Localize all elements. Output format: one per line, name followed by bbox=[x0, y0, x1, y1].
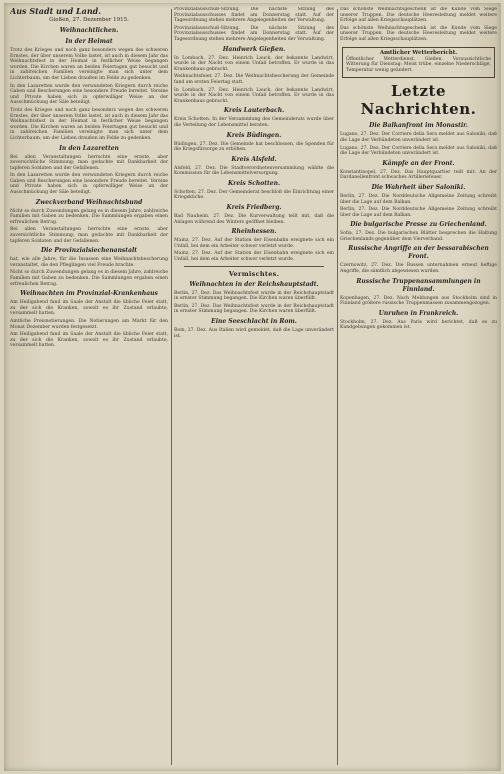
article-paragraph: Berlin, 27. Dez. Das Weihnachtsfest wurde in der Reichshauptstadt in ernster Stimmung begangen. Die Kirchen waren überfüllt. bbox=[174, 303, 334, 315]
article-heading: Kämpfe an der Front. bbox=[382, 159, 455, 167]
article-paragraph: Am Heiligabend fand im Saale der Anstalt die übliche Feier statt, zu der sich die Kranken, soweit es ihr Zustand erlaubte, versammelt hatten. bbox=[10, 332, 168, 349]
article-paragraph: Stockholm, 27. Dez. Aus Paris wird berichtet, daß es zu Kundgebungen gekommen ist. bbox=[340, 319, 497, 331]
article-paragraph: Berlin, 27. Dez. Die Norddeutsche Allgemeine Zeitung schreibt über die Lage auf dem Balkan. bbox=[340, 193, 497, 205]
article-paragraph: Bad Nauheim, 27. Dez. Die Kurverwaltung teilt mit, daß die Anlagen während des Winters geöffnet bleiben. bbox=[174, 214, 334, 225]
article-subheading: In der Heimat bbox=[65, 38, 113, 45]
article-heading: Handwerk Gießen. bbox=[222, 45, 286, 53]
article-heading: Die Balkanfront im Monastir. bbox=[369, 122, 468, 130]
article-paragraph: In Lombach, 27. Dez. Heinrich Lauck, der bekannte Landwirt, wurde in der Nacht von einem Unfall betroffen. Er wurde in das Krankenhaus gebracht. bbox=[174, 55, 334, 72]
article-paragraph: Bei allen Veranstaltungen herrschte eine ernste, aber zuversichtliche Stimmung; man gedachte mit Dankbarkeit der tapferen Soldaten und der Gefallenen. bbox=[10, 154, 168, 171]
article-paragraph: Weihnachtsfeier, 27. Dez. Die Weihnachtsbescherung der Gemeinde fand am ersten Feiertag statt. bbox=[174, 74, 334, 85]
article-heading: Russische Truppenansammlungen in Finnland. bbox=[356, 277, 481, 293]
article-subheading: Die Provinzialsiechenanstalt bbox=[40, 247, 138, 255]
section-heading: Vermischtes. bbox=[228, 269, 280, 278]
article-paragraph: hat, wie alle Jahre, für die Insassen eine Weihnachtsbescherung veranstaltet, die den Pfleglingen viel Freude brachte. bbox=[10, 257, 168, 268]
column-left bbox=[10, 7, 168, 767]
column-rule bbox=[337, 9, 338, 765]
article-paragraph: Lugano, 27. Dez. Der Corriere della Sera meldet aus Saloniki, daß die Lage der Verbündeten unverändert ist. bbox=[340, 145, 497, 157]
article-heading: Kreis Alsfeld. bbox=[231, 155, 277, 163]
article-subheading: In den Lazaretten bbox=[59, 144, 119, 152]
article-paragraph: In Lombach, 27. Dez. Heinrich Lauck, der bekannte Landwirt, wurde in der Nacht von einem Unfall betroffen. Er wurde in das Krankenhaus gebracht. bbox=[174, 87, 334, 104]
column-right bbox=[340, 7, 497, 767]
section-title: Aus Stadt und Land. bbox=[10, 7, 102, 16]
article-paragraph: Provinzialausschuß-Sitzung. Die nächste Sitzung des Provinzialausschusses findet am Donnerstag statt. Auf der Tagesordnung stehen mehrere Angelegenheiten der Verwaltung. bbox=[174, 7, 334, 24]
article-heading: Kreis Schotten. bbox=[227, 179, 281, 187]
article-paragraph: Sofia, 27. Dez. Die bulgarischen Blätter besprechen die Haltung Griechenlands gegenüber dem Vierverband. bbox=[340, 231, 497, 242]
article-paragraph: Kopenhagen, 27. Dez. Nach Meldungen aus Stockholm sind in Finnland größere russische Truppenmassen zusammengezogen. bbox=[340, 295, 497, 307]
article-paragraph: Lugano, 27. Dez. Der Corriere della Sera meldet aus Saloniki, daß die Lage der Verbündeten unverändert ist. bbox=[340, 132, 497, 143]
weather-title: Amtlicher Wetterbericht. bbox=[379, 49, 458, 56]
article-paragraph: Trotz des Krieges und noch ganz besonders wegen des schweren Ernstes, der über unserem Volke lastet, ist auch in diesem Jahr das Weihnachtsfest in der Heimat in festlicher Weise begangen worden. Die Kirchen waren an beiden Feiertagen gut besucht und in zahlreichen Familien vereinigte man sich unter dem Lichterbaum, um der Lieben draußen im Felde zu gedenken. bbox=[10, 107, 168, 141]
article-heading: Unruhen in Frankreich. bbox=[378, 309, 459, 317]
latest-news-title: Letzte Nachrichten. bbox=[360, 82, 477, 119]
article-paragraph: Berlin, 27. Dez. Die Norddeutsche Allgemeine Zeitung schreibt über die Lage auf dem Balkan. bbox=[340, 207, 497, 218]
article-paragraph: Das schönste Weihnachtsgeschenk ist die Kunde vom Siege unserer Truppen. Die deutsche Heeresleitung meldet weitere Erfolge auf allen Kriegsschauplätzen. bbox=[340, 25, 497, 42]
article-paragraph: Am Heiligabend fand im Saale der Anstalt die übliche Feier statt, zu der sich die Kranken, soweit es ihr Zustand erlaubte, versammelt hatten. bbox=[10, 300, 168, 317]
article-heading: Russische Angriffe an der bessarabischen Front. bbox=[348, 245, 489, 261]
section-divider bbox=[184, 266, 324, 267]
article-paragraph: Alsfeld, 27. Dez. Die Stadtverordnetenversammlung wählte die Kommission für die Lebensmittelversorgung. bbox=[174, 165, 334, 177]
article-heading: Weihnachtlichen. bbox=[59, 27, 119, 34]
article-heading: Weihnachten in der Reichshauptstadt. bbox=[189, 280, 319, 288]
article-subheading: Zweckverband Weihnachtsbund bbox=[35, 198, 143, 206]
column-rule bbox=[171, 9, 172, 765]
article-heading: Die bulgarische Presse zu Griechenland. bbox=[350, 221, 487, 229]
article-paragraph: Trotz des Krieges und noch ganz besonders wegen des schweren Ernstes, der über unserem Volke lastet, ist auch in diesem Jahr das Weihnachtsfest in der Heimat in festlicher Weise begangen worden. Die Kirchen waren an beiden Feiertagen gut besucht und in zahlreichen Familien vereinigte man sich unter dem Lichterbaum, um der Lieben draußen im Felde zu gedenken. bbox=[10, 48, 168, 81]
article-heading: Kreis Friedberg. bbox=[226, 204, 282, 212]
article-paragraph: Bei allen Veranstaltungen herrschte eine ernste, aber zuversichtliche Stimmung; man gedachte mit Dankbarkeit der tapferen Soldaten und der Gefallenen. bbox=[10, 227, 168, 244]
article-paragraph: Czernowitz, 27. Dez. Die Russen unternahmen erneut heftige Angriffe, die sämtlich abgewiesen wurden. bbox=[340, 263, 497, 275]
article-paragraph: Schotten, 27. Dez. Der Gemeinderat beschloß die Einrichtung einer Kriegsküche. bbox=[174, 189, 334, 201]
article-paragraph: Berlin, 27. Dez. Das Weihnachtsfest wurde in der Reichshauptstadt in ernster Stimmung begangen. Die Kirchen waren überfüllt. bbox=[174, 290, 334, 302]
article-paragraph: Rom, 27. Dez. Aus Italien wird gemeldet, daß die Lage unverändert ist. bbox=[174, 328, 334, 339]
article-paragraph: Mainz, 27. Dez. Auf der Station der Eisenbahn ereignete sich ein Unfall, bei dem ein Arbeiter schwer verletzt wurde. bbox=[174, 251, 334, 263]
article-paragraph: Provinzialausschuß-Sitzung. Die nächste Sitzung des Provinzialausschusses findet am Donnerstag statt. Auf der Tagesordnung stehen mehrere Angelegenheiten der Verwaltung. bbox=[174, 25, 334, 42]
article-heading: Eine Seeschlacht in Rom. bbox=[211, 318, 297, 325]
article-heading: Kreis Büdingen. bbox=[226, 131, 282, 139]
article-paragraph: Amtliche Preisnotierungen. Die Notierungen am Markt für den Monat Dezember wurden festgesetzt. bbox=[10, 318, 168, 330]
article-paragraph: Kreis Schotten. In der Versammlung des Gemeinderats wurde über die Verteilung der Lebensmittel beraten. bbox=[174, 117, 334, 128]
weather-text: Öffentlicher Wetterdienst, Gießen. Voraussichtliche Witterung für Dienstag: Meist trübe, einzelne Niederschläge, Temperatur wenig geändert. bbox=[346, 56, 491, 73]
weather-box bbox=[342, 47, 495, 79]
article-paragraph: Nicht so durch Zuwendungen gelang es in diesem Jahre, zahlreiche Familien mit Gaben zu bedenken. Die Sammlungen ergaben einen erfreulichen Betrag. bbox=[10, 208, 168, 225]
article-paragraph: Das schönste Weihnachtsgeschenk ist die Kunde vom Siege unserer Truppen. Die deutsche Heeresleitung meldet weitere Erfolge auf allen Kriegsschauplätzen. bbox=[340, 7, 497, 24]
newspaper-page bbox=[4, 3, 501, 771]
page-edge-shadow bbox=[498, 3, 501, 771]
dateline: Gießen, 27. Dezember 1915. bbox=[49, 17, 129, 23]
article-paragraph: Büdingen, 27. Dez. Die Gemeinde hat beschlossen, die Spenden für die Kriegsfürsorge zu erhöhen. bbox=[174, 141, 334, 153]
article-paragraph: Nicht so durch Zuwendungen gelang es in diesem Jahre, zahlreiche Familien mit Gaben zu bedenken. Die Sammlungen ergaben einen erfreulichen Betrag. bbox=[10, 270, 168, 287]
article-paragraph: Mainz, 27. Dez. Auf der Station der Eisenbahn ereignete sich ein Unfall, bei dem ein Arbeiter schwer verletzt wurde. bbox=[174, 238, 334, 249]
article-heading: Die Wahrheit über Saloniki. bbox=[371, 183, 466, 191]
article-heading: Rheinhessen. bbox=[231, 228, 277, 236]
article-subheading: Weihnachten im Provinzial-Krankenhaus bbox=[20, 290, 158, 298]
article-paragraph: In den Lazaretten wurde den verwundeten Kriegern durch reiche Gaben und Bescherungen eine besondere Freude bereitet. Vereine und Private haben sich in opferwilliger Weise an der Ausschmückung der Säle beteiligt. bbox=[10, 173, 168, 196]
column-middle bbox=[174, 7, 334, 767]
article-paragraph: In den Lazaretten wurde den verwundeten Kriegern durch reiche Gaben und Bescherungen eine besondere Freude bereitet. Vereine und Private haben sich in opferwilliger Weise an der Ausschmückung der Säle beteiligt. bbox=[10, 83, 168, 106]
article-heading: Kreis Lauterbach. bbox=[223, 107, 285, 115]
article-paragraph: Konstantinopel, 27. Dez. Das Hauptquartier teilt mit: An der Dardanellenfront schwaches Artilleriefeuer. bbox=[340, 169, 497, 181]
